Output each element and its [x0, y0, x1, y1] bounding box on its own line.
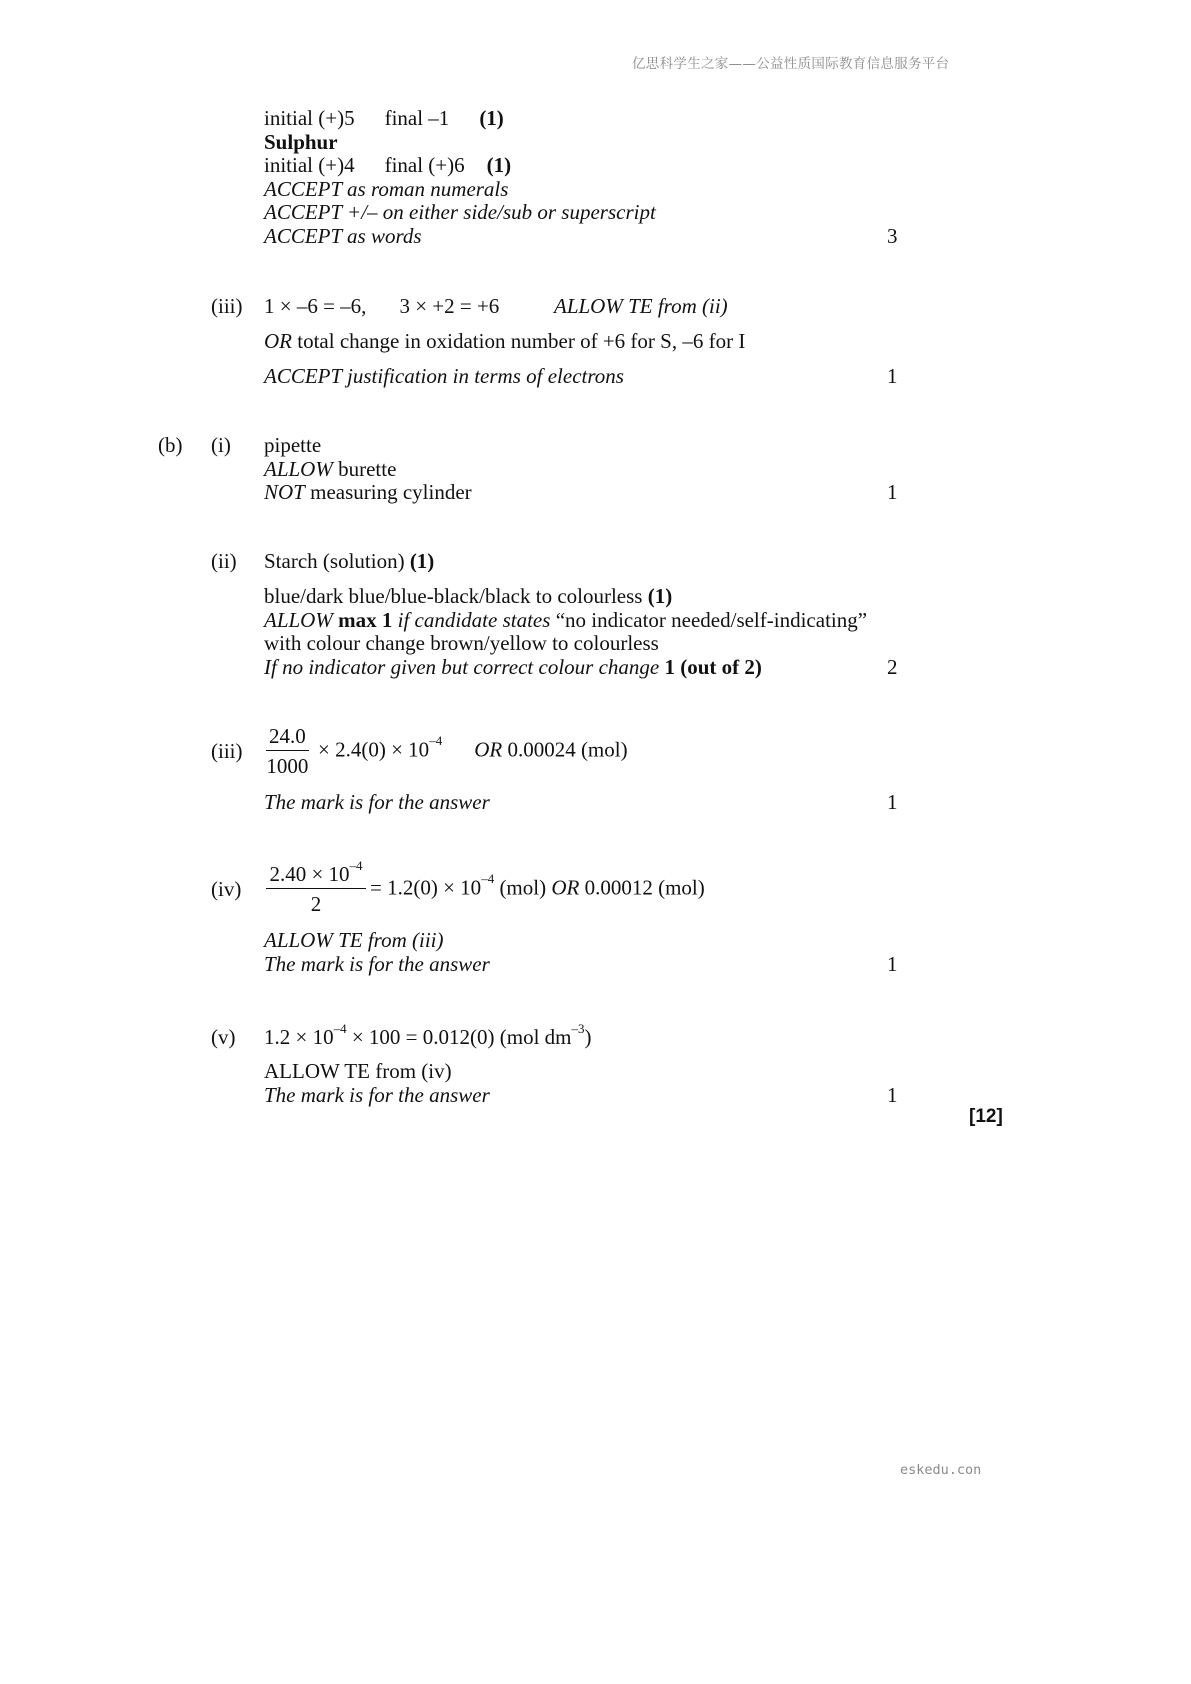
b-i-not-word: NOT — [264, 480, 305, 504]
marks-b-iv: 1 — [887, 952, 898, 976]
b-ii-colour-mark: (1) — [647, 584, 673, 608]
b-ii-if-no-indicator: If no indicator given but correct colour change — [264, 655, 665, 679]
a-iii-calc-1: 1 × –6 = –6, — [264, 294, 367, 318]
b-iv-fraction — [266, 860, 366, 919]
label-b-ii: (ii) — [211, 549, 237, 573]
b-v-calculation — [264, 1021, 592, 1050]
a-iii-or-text: total change in oxidation number of +6 for S, –6 for I — [292, 329, 746, 353]
iodine-mark: (1) — [479, 106, 504, 130]
marks-a-ii: 3 — [887, 224, 898, 248]
b-iii-or-word: OR — [474, 737, 503, 762]
a-iii-accept-electrons: ACCEPT justification in terms of electrons — [264, 364, 624, 388]
iodine-final: final –1 — [384, 106, 450, 130]
label-b: (b) — [158, 433, 183, 457]
a-iii-allow-te: ALLOW TE from (ii) — [554, 294, 728, 318]
note-sign-position: ACCEPT +/– on either side/sub or superscript — [264, 200, 656, 224]
a-iii-calc-2: 3 × +2 = +6 — [399, 294, 500, 318]
marks-b-iii: 1 — [887, 790, 898, 814]
b-ii-quote: “no indicator needed/self-indicating” — [550, 608, 868, 632]
label-b-iii: (iii) — [211, 739, 243, 763]
b-iv-note: The mark is for the answer — [264, 952, 490, 976]
b-i-answer: pipette — [264, 433, 322, 457]
b-iv-calculation — [266, 860, 705, 919]
b-v-unit-exp: –3 — [571, 1021, 585, 1036]
label-b-i: (i) — [211, 433, 231, 457]
b-i-allow — [264, 457, 396, 482]
b-iv-denominator: 2 — [310, 892, 322, 916]
b-iii-numerator: 24.0 — [266, 722, 309, 751]
b-ii-no-indicator-line — [264, 655, 762, 680]
b-v-calc-base: 1.2 × 10 — [264, 1025, 334, 1049]
b-v-note: The mark is for the answer — [264, 1083, 490, 1107]
b-v-close: ) — [584, 1025, 592, 1049]
sulphur-heading: Sulphur — [264, 130, 338, 154]
page-header: 亿思科学生之家——公益性质国际教育信息服务平台 — [632, 56, 950, 72]
sulphur-oxidation-line — [264, 153, 511, 178]
b-v-allow-te: ALLOW TE from (iv) — [264, 1059, 452, 1083]
b-ii-partial-mark: 1 (out of 2) — [664, 655, 762, 679]
b-iv-or-word: OR — [551, 875, 580, 900]
marks-b-ii: 2 — [887, 655, 898, 679]
b-i-allow-text: burette — [332, 457, 397, 481]
b-ii-colour-change: blue/dark blue/blue-black/black to colourless — [264, 584, 648, 608]
sulphur-initial: initial (+)4 — [264, 153, 355, 177]
b-v-calc-rest: × 100 = 0.012(0) (mol dm — [346, 1025, 572, 1049]
b-ii-allow-word: ALLOW — [264, 608, 333, 632]
b-iv-result-exp: –4 — [481, 871, 495, 887]
b-ii-colour-change-line — [264, 584, 672, 609]
iodine-initial: initial (+)5 — [264, 106, 355, 130]
marks-b-v: 1 — [887, 1083, 898, 1107]
total-marks: [12] — [969, 1106, 1003, 1127]
b-iii-times: × 2.4(0) × 10 — [312, 737, 430, 762]
b-iv-numerator-base: 2.40 × 10 — [269, 862, 350, 886]
note-roman-numerals: ACCEPT as roman numerals — [264, 177, 509, 201]
b-iv-result-base: = 1.2(0) × 10 — [370, 875, 482, 900]
b-ii-answer-line — [264, 549, 434, 574]
b-v-calc-exp: –4 — [333, 1021, 347, 1036]
b-ii-allow-line — [264, 608, 867, 633]
sulphur-mark: (1) — [486, 153, 512, 177]
label-a-iii: (iii) — [211, 294, 243, 318]
b-iv-result-unit: (mol) — [494, 875, 552, 900]
b-iii-calculation — [266, 722, 628, 781]
note-as-words: ACCEPT as words — [264, 224, 422, 248]
marks-b-i: 1 — [887, 480, 898, 504]
b-ii-answer-mark: (1) — [409, 549, 435, 573]
a-iii-or-word: OR — [264, 329, 292, 353]
marks-a-iii: 1 — [887, 364, 898, 388]
b-iii-exponent: –4 — [429, 733, 443, 749]
b-iv-or-value: 0.00012 (mol) — [579, 875, 705, 900]
b-iv-numerator-exp: –4 — [349, 858, 363, 873]
b-i-allow-word: ALLOW — [264, 457, 333, 481]
b-iv-numerator — [266, 860, 366, 889]
b-iii-note: The mark is for the answer — [264, 790, 490, 814]
b-i-not-text: measuring cylinder — [304, 480, 472, 504]
b-ii-if-candidate: if candidate states — [392, 608, 551, 632]
a-iii-calculation — [264, 294, 499, 319]
page-footer: eskedu.con — [900, 1462, 982, 1478]
label-b-iv: (iv) — [211, 877, 242, 901]
b-ii-with-colour: with colour change brown/yellow to colourless — [264, 631, 659, 655]
b-iii-fraction — [266, 722, 309, 781]
b-i-not — [264, 480, 472, 505]
iodine-oxidation-line — [264, 106, 504, 131]
b-ii-max1: max 1 — [332, 608, 393, 632]
b-iv-allow-te: ALLOW TE from (iii) — [264, 928, 444, 952]
b-iii-or-value: 0.00024 (mol) — [502, 737, 628, 762]
sulphur-final: final (+)6 — [384, 153, 465, 177]
a-iii-alternative — [264, 329, 745, 354]
label-b-v: (v) — [211, 1025, 236, 1049]
b-iii-denominator: 1000 — [266, 754, 309, 778]
b-ii-answer: Starch (solution) — [264, 549, 410, 573]
